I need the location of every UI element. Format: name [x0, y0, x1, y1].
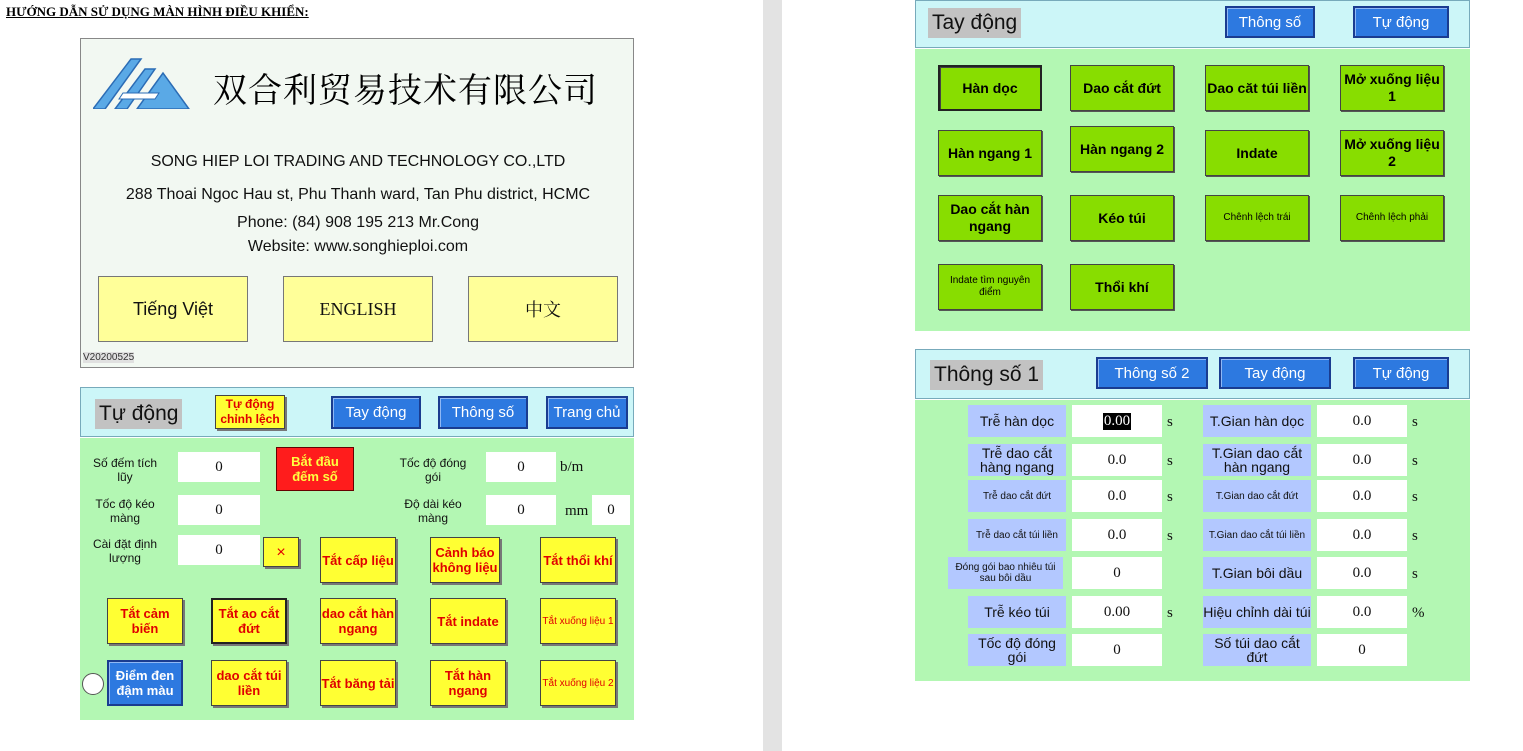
hseal1-button[interactable]: Hàn ngang 1	[938, 130, 1042, 176]
param-unit: s	[1167, 489, 1173, 505]
param-unit: s	[1412, 528, 1418, 544]
indate-button[interactable]: Indate	[1205, 130, 1309, 176]
auto-diff-button[interactable]: Tự động chỉnh lệch	[215, 395, 285, 429]
param-label: T.Gian dao cắt đứt	[1203, 480, 1311, 512]
auto-screen	[80, 387, 634, 720]
param-value[interactable]: 0.0	[1317, 519, 1407, 551]
param-label: T.Gian dao cắt hàn ngang	[1203, 444, 1311, 476]
param-label: Trễ dao cắt đứt	[968, 480, 1066, 512]
param-value[interactable]: 0.0	[1072, 444, 1162, 476]
pull-bag-button[interactable]: Kéo túi	[1070, 195, 1174, 241]
company-website: Website: www.songhieploi.com	[247, 238, 469, 255]
param-value[interactable]: 0.00	[1072, 596, 1162, 628]
auto-title: Tự động	[95, 399, 182, 429]
cutter-bag-button[interactable]: dao cắt túi liền	[211, 660, 287, 706]
off-conveyor-button[interactable]: Tắt băng tải	[320, 660, 396, 706]
param-label: Đóng gói bao nhiêu túi sau bôi dầu	[948, 557, 1063, 589]
off-blow-button[interactable]: Tắt thổi khí	[540, 537, 616, 583]
param-value[interactable]: 0.0	[1317, 405, 1407, 437]
param-value[interactable]: 0.0	[1317, 480, 1407, 512]
auto-nav-button[interactable]: Tự động	[1353, 357, 1449, 389]
off-cutter-button[interactable]: Tắt ao cắt đứt	[211, 598, 287, 644]
hseal2-button[interactable]: Hàn ngang 2	[1070, 126, 1174, 172]
params-nav-button[interactable]: Thông số	[438, 396, 528, 429]
dark-mark-button[interactable]: Điểm đen đậm màu	[107, 660, 183, 706]
param-label: Trễ dao cắt hàng ngang	[968, 444, 1066, 476]
param-label: Trễ kéo túi	[968, 596, 1066, 628]
manual-nav-button[interactable]: Tay động	[1219, 357, 1331, 389]
cutter-bag-button[interactable]: Dao căt túi liền	[1205, 65, 1309, 111]
params2-nav-button[interactable]: Thông số 2	[1096, 357, 1208, 389]
film-length-label: Độ dài kéo màng	[404, 497, 462, 525]
param-value[interactable]: 0.0	[1072, 519, 1162, 551]
doc-heading: HƯỚNG DẪN SỬ DỤNG MÀN HÌNH ĐIỀU KHIỂN:	[6, 4, 309, 19]
film-length-value-2[interactable]: 0	[592, 495, 630, 525]
param-label: T.Gian bôi dầu	[1203, 557, 1311, 589]
long-seal-button[interactable]: Hàn dọc	[938, 65, 1042, 111]
param-unit: s	[1167, 453, 1173, 469]
lang-vietnamese-button[interactable]: Tiếng Việt	[98, 276, 248, 342]
version-label: V20200525	[83, 352, 135, 363]
diff-left-button[interactable]: Chênh lệch trái	[1205, 195, 1309, 241]
company-logo-icon	[93, 51, 205, 109]
cutter-off-button[interactable]: Dao cắt đứt	[1070, 65, 1174, 111]
cutter-hseal-button[interactable]: Dao cắt hàn ngang	[938, 195, 1042, 241]
cutter-hseal-button[interactable]: dao cắt hàn ngang	[320, 598, 396, 644]
company-name-en: SONG HIEP LOI TRADING AND TECHNOLOGY CO.,LTD	[150, 153, 566, 170]
manual-nav-button[interactable]: Tay động	[331, 396, 421, 429]
lang-english-button[interactable]: ENGLISH	[283, 276, 433, 342]
param-label: Số túi dao cắt đứt	[1203, 634, 1311, 666]
manual-title: Tay động	[928, 8, 1021, 38]
off-feed-button[interactable]: Tắt cấp liệu	[320, 537, 396, 583]
close-icon[interactable]: ×	[263, 537, 299, 567]
param-label: Hiệu chỉnh dài túi	[1203, 596, 1311, 628]
open-drop2-button[interactable]: Mở xuống liệu 2	[1340, 130, 1444, 176]
param-value[interactable]: 0.0	[1317, 557, 1407, 589]
param-value[interactable]: 0	[1072, 557, 1162, 589]
param-label: T.Gian dao cắt túi liền	[1203, 519, 1311, 551]
param-value[interactable]: 0.0	[1317, 596, 1407, 628]
company-name-cn: 双合利贸易技术有限公司	[213, 71, 598, 111]
param-unit: s	[1167, 414, 1173, 430]
off-drop2-button[interactable]: Tắt xuống liệu 2	[540, 660, 616, 706]
off-hseal-button[interactable]: Tắt hàn ngang	[430, 660, 506, 706]
param-unit: s	[1412, 566, 1418, 582]
pack-speed-label: Tốc độ đóng gói	[399, 456, 467, 484]
home-nav-button[interactable]: Trang chủ	[546, 396, 628, 429]
no-material-alarm-button[interactable]: Cảnh báo không liệu	[430, 537, 500, 583]
film-speed-label: Tốc độ kéo màng	[95, 497, 155, 525]
count-label: Số đếm tích lũy	[92, 456, 158, 484]
param-label: Tốc độ đóng gói	[968, 634, 1066, 666]
dose-label: Cài đặt định lượng	[92, 537, 158, 565]
film-speed-value[interactable]: 0	[178, 495, 260, 525]
selected-text: 0.00	[1103, 412, 1131, 429]
param-unit: s	[1167, 528, 1173, 544]
off-drop1-button[interactable]: Tắt xuống liệu 1	[540, 598, 616, 644]
param-unit: s	[1412, 453, 1418, 469]
indate-home-button[interactable]: Indate tìm nguyên điểm	[938, 264, 1042, 310]
film-length-value[interactable]: 0	[486, 495, 556, 525]
company-phone: Phone: (84) 908 195 213 Mr.Cong	[237, 214, 479, 231]
param-unit: %	[1412, 605, 1425, 621]
params-title: Thông số 1	[930, 360, 1043, 390]
param-label: Trễ dao cắt túi liền	[968, 519, 1066, 551]
diff-right-button[interactable]: Chênh lệch phải	[1340, 195, 1444, 241]
page-gutter	[763, 0, 782, 751]
param-value[interactable]: 0	[1072, 634, 1162, 666]
count-value[interactable]: 0	[178, 452, 260, 482]
open-drop1-button[interactable]: Mở xuống liệu 1	[1340, 65, 1444, 111]
off-sensor-button[interactable]: Tắt cảm biến	[107, 598, 183, 644]
param-value-selected[interactable]	[1072, 405, 1162, 437]
pack-speed-value[interactable]: 0	[486, 452, 556, 482]
off-indate-button[interactable]: Tắt indate	[430, 598, 506, 644]
param-value[interactable]: 0	[1317, 634, 1407, 666]
home-screen	[80, 38, 634, 368]
param-value[interactable]: 0.0	[1317, 444, 1407, 476]
indicator-lamp	[82, 673, 104, 695]
dose-value[interactable]: 0	[178, 535, 260, 565]
auto-nav-button[interactable]: Tự động	[1353, 6, 1449, 38]
blow-air-button[interactable]: Thổi khí	[1070, 264, 1174, 310]
param-unit: s	[1412, 414, 1418, 430]
start-count-button[interactable]: Bắt đầu đếm số	[276, 447, 354, 491]
manual-screen	[915, 0, 1470, 331]
param-label: Trễ hàn dọc	[968, 405, 1066, 437]
param-unit: s	[1412, 489, 1418, 505]
pack-speed-unit: b/m	[560, 459, 584, 475]
params-nav-button[interactable]: Thông số	[1225, 6, 1315, 38]
params-screen	[915, 349, 1470, 681]
company-address: 288 Thoai Ngoc Hau st, Phu Thanh ward, Tan Phu district, HCMC	[125, 186, 591, 203]
film-length-unit: mm	[565, 503, 589, 519]
param-unit: s	[1167, 605, 1173, 621]
param-value[interactable]: 0.0	[1072, 480, 1162, 512]
param-label: T.Gian hàn dọc	[1203, 405, 1311, 437]
lang-chinese-button[interactable]: 中文	[468, 276, 618, 342]
